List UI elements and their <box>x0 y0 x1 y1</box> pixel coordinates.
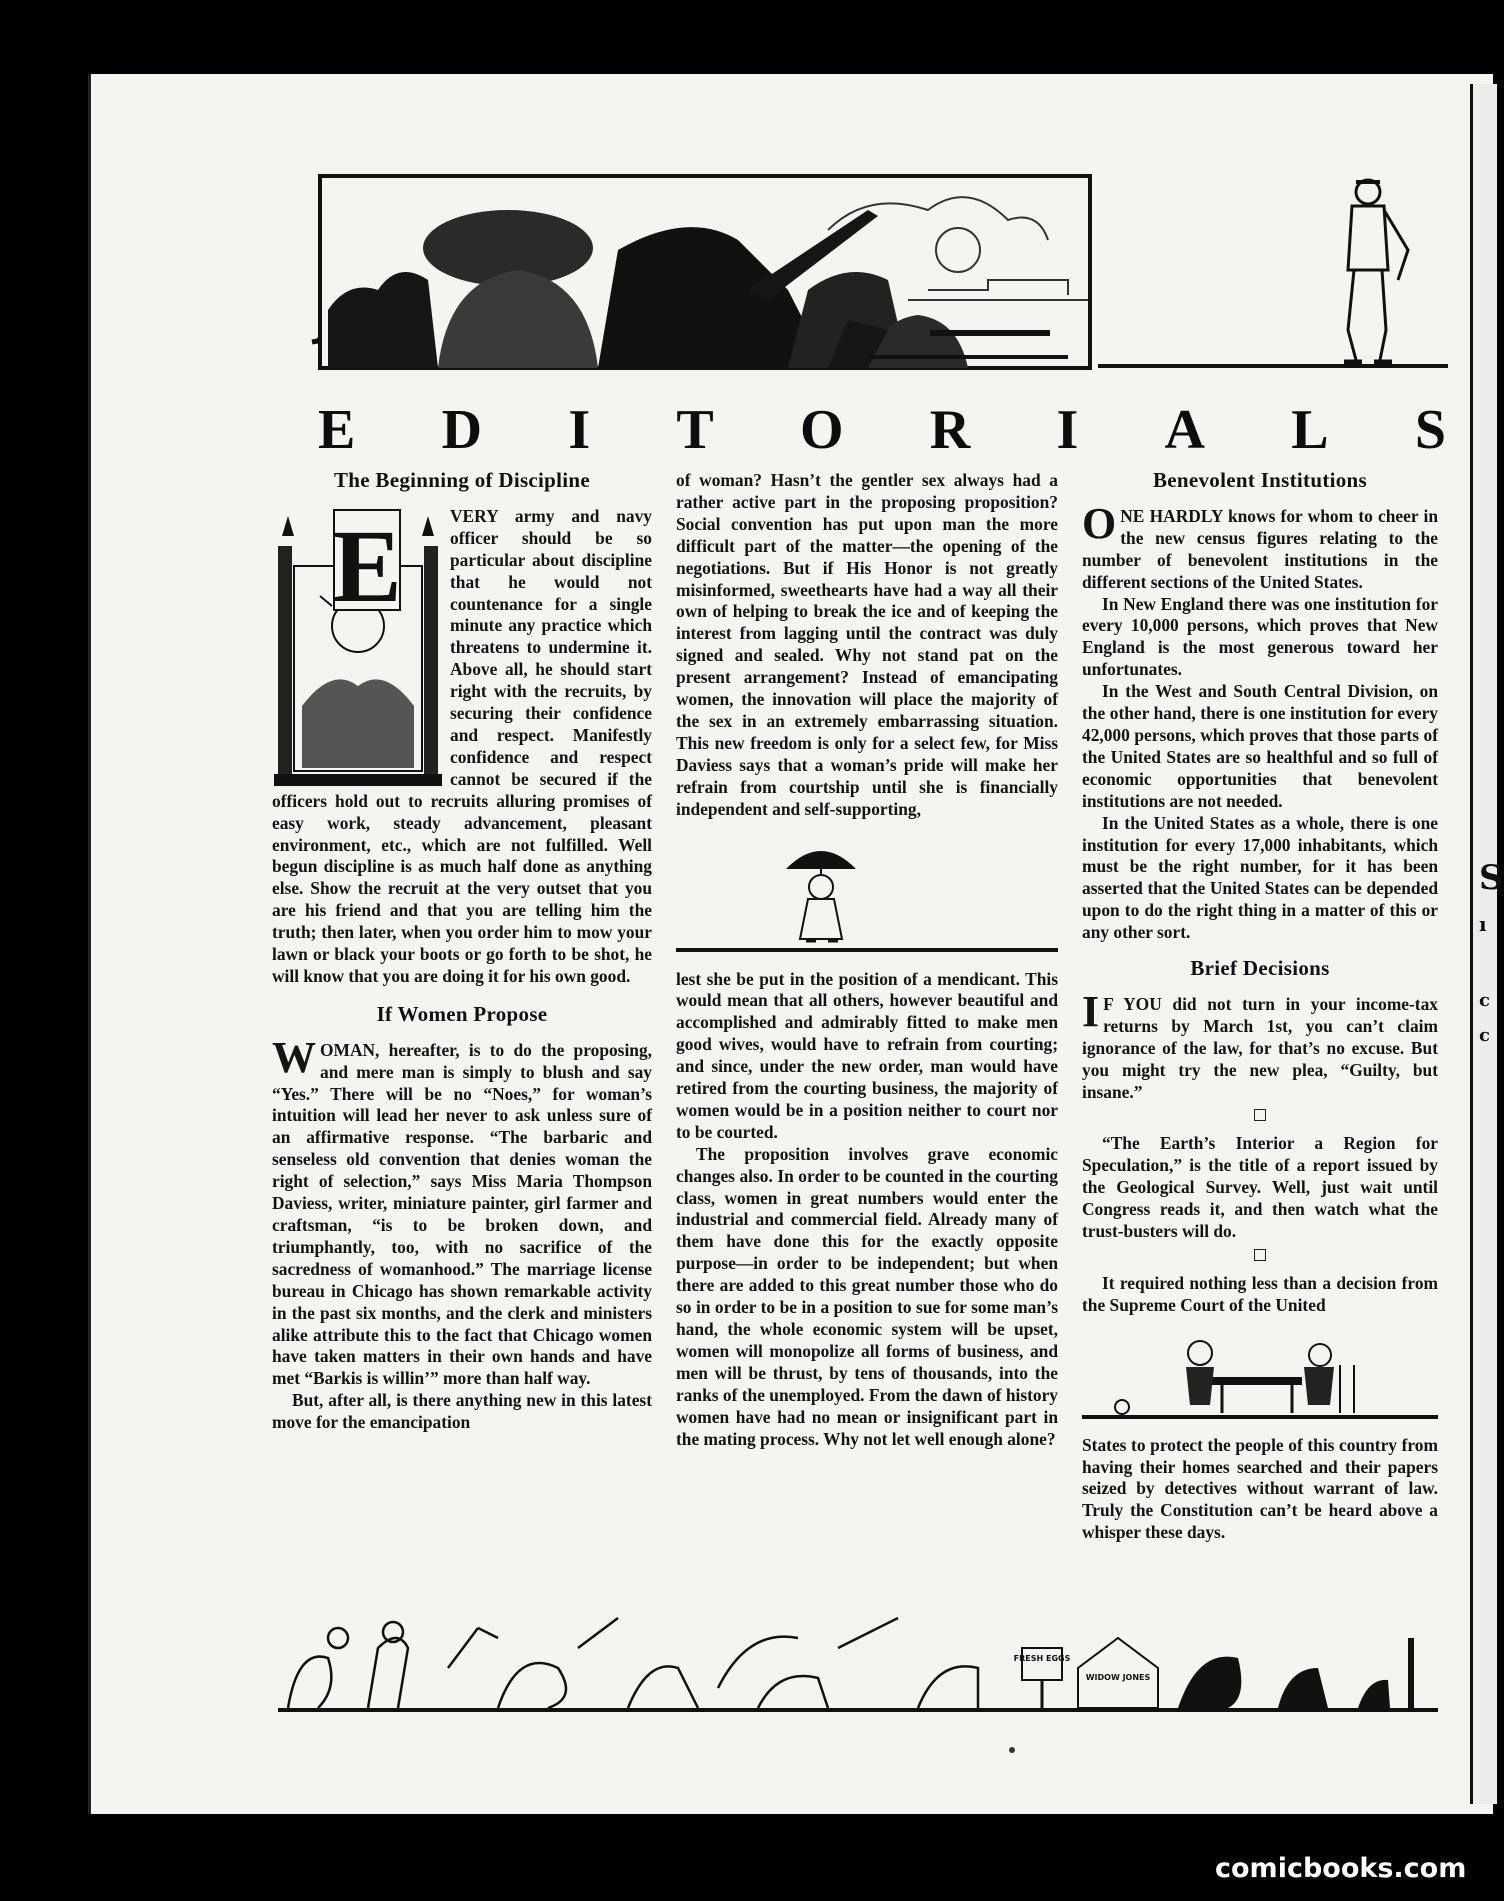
article-body: lest she be put in the position of a mendicant. This would mean that all others, however beautiful and accomplished and admirably fitted to make men good wives, would have to refrain from courting; and since, under the new order, man would have retired from the courting business, the majority of women would be in a position neither to court nor to be courted. <box>676 968 1058 1142</box>
article-text: OMAN, hereafter, is to do the proposing, and mere man is simply to blush and say “Yes.” There will be no “Noes,” for woman’s intuition will lead her never to ask unless sure of an affirmative response. “The barbaric and senseless old convention that denies woman the right of selection,” says Miss Maria Thompson Daviess, writer, miniature painter, girl farmer and craftsman, “is to be broken down, and triumphantly, too, with no sacrifice of the sacredness of womanhood.” The marriage license bureau in Chicago has shown remarkable activity in the past six months, and the clerk and ministers alike attribute this to the fact that Chicago women have taken matters in their own hands and have met “Barkis is willin’” more than half way. <box>272 1039 652 1389</box>
adjacent-page-fragment: c <box>1479 1025 1490 1046</box>
article-body: But, after all, is there anything new in this latest move for the emancipation <box>272 1390 652 1433</box>
header-illustration <box>268 170 1448 380</box>
article-body: The proposition involves grave economic changes also. In order to be counted in the courting class, women in great numbers would enter the industrial and commercial field. Already many of them have done this for the exactly opposite purpose—in order to be independent; but when there are added to this great number those who do so in order to be in a position to sue for some man’s hand, the whole economic system will be upset, women will monopolize all forms of business, and men will be thrust, by tens of thousands, into the ranks of the unemployed. From the dawn of history women have had no mean or insignificant part in the mating process. Why not let well enough alone? <box>676 1143 1058 1449</box>
column-3 <box>1082 470 1438 1544</box>
title-letter: I <box>568 399 593 461</box>
page-dot <box>1009 1747 1015 1753</box>
dropcap-letter: E <box>332 508 402 624</box>
title-letter: R <box>929 399 973 461</box>
article-body <box>1082 498 1438 594</box>
fresh-eggs-sign: FRESH EGGS <box>1013 1654 1071 1663</box>
article-body: VERY army and navy officer should be so particular about discipline that he would not countenance for a single minute any practice which threatens to undermine it. Above all, he should start right with the recruits, by securing their confidence and respect. Manifestly confidence and respect cannot be secured if the officers hold out to recruits alluring promises of easy work, steady advancement, pleasant environment, etc., which are not fulfilled. Well begun discipline is as much half done as anything else. Show the recruit at the very outset that you are his friend and that you are telling him the truth; then later, when you order him to mow your lawn or black your boots or go forth to be shot, he will know that you are doing it for his own good. <box>272 505 652 986</box>
dropcap-letter: W <box>272 1032 316 1082</box>
article-heading-brief: Brief Decisions <box>1190 956 1330 981</box>
dropcap-letter: O <box>1082 498 1117 548</box>
article-body: It required nothing less than a decision from the Supreme Court of the United <box>1082 1272 1438 1315</box>
article-text: F YOU did not turn in your income-tax returns by March 1st, you can’t claim ignorance of the law, for that’s no excuse. But you might try the new plea, “Guilty, but insane.” <box>1082 993 1438 1102</box>
masthead-title <box>318 398 1448 462</box>
supreme-court-cartoon <box>1082 1325 1438 1425</box>
adjacent-page-fragment: S <box>1479 858 1504 898</box>
separator <box>1082 1107 1438 1129</box>
article-heading-discipline: The Beginning of Discipline <box>333 468 591 492</box>
column-1 <box>272 470 652 1434</box>
widow-jones-sign: WIDOW JONES <box>1085 1673 1151 1682</box>
title-letter: S <box>1414 399 1448 461</box>
article-body: In the United States as a whole, there is one institution for every 17,000 inhabitants, which must be the right number, for it has been asserted that the United States can be depended upon to do the right thing in a matter of this or any other sort. <box>1082 812 1438 943</box>
article-body <box>272 1032 652 1391</box>
article-heading-women: If Women Propose <box>376 1001 548 1026</box>
title-letter: O <box>799 399 846 461</box>
article-body: States to protect the people of this country from having their homes searched and their papers seized by detectives without warrant of law. Truly the Constitution can’t be heard above a whisper these days. <box>1082 1434 1438 1543</box>
article-body: “The Earth’s Interior a Region for Speculation,” is the title of a report issued by the Geological Survey. Well, just wait until Congress reads it, and then watch what the trust-busters will do. <box>1082 1133 1438 1241</box>
article-body: In the West and South Central Division, on the other hand, there is one institution for every 42,000 persons, which proves that those parts of the United States are so healthful and so full of economic opportunities that benevolent institutions are not needed. <box>1082 681 1438 811</box>
title-letter: L <box>1291 399 1331 461</box>
title-letter: T <box>676 399 716 461</box>
title-letter: E <box>318 399 358 461</box>
article-text: NE HARDLY knows for whom to cheer in the new census figures relating to the number of benevolent institutions in the different sections of the United States. <box>1082 505 1438 592</box>
title-letter: D <box>441 399 485 461</box>
adjacent-page-fragment: c <box>1479 990 1490 1011</box>
box-ornament-icon <box>1254 1109 1266 1121</box>
article-body: In New England there was one institution for every 10,000 persons, which proves that New England is the most generous toward her unfortunates. <box>1082 593 1438 680</box>
title-letter: I <box>1056 399 1081 461</box>
box-ornament-icon <box>1254 1249 1266 1261</box>
footer-bird-procession-illustration <box>278 1608 1438 1718</box>
column-2 <box>676 470 1058 1450</box>
article-heading-benevolent: Benevolent Institutions <box>1152 468 1367 492</box>
title-letter: A <box>1164 399 1207 461</box>
adjacent-page-fragment: ı <box>1479 912 1487 936</box>
woman-umbrella-cartoon <box>676 829 1058 959</box>
watermark: comicbooks.com <box>1215 1853 1467 1884</box>
dropcap-letter: I <box>1082 986 1100 1036</box>
illuminated-initial-e <box>272 506 444 788</box>
adjacent-page-edge <box>1470 84 1497 1804</box>
separator <box>1082 1247 1438 1269</box>
article-body <box>1082 986 1438 1104</box>
article-body: of woman? Hasn’t the gentler sex always had a rather active part in the proposing proposition? Social convention has put upon man the more difficult part of the matter—the opening of the negotiations. But if His Honor is not greatly misinformed, sweethearts have had a way all their own of helping to break the ice and of keeping the interest from lagging until the contract was duly signed and sealed. Why not stand pat on the present arrangement? Instead of emancipating women, the innovation will place the majority of the sex in an extremely embarrassing situation. This new freedom is only for a select few, for Miss Daviess says that a woman’s pride will make her refrain from courtship until she is financially independent and self-supporting, <box>676 470 1058 819</box>
